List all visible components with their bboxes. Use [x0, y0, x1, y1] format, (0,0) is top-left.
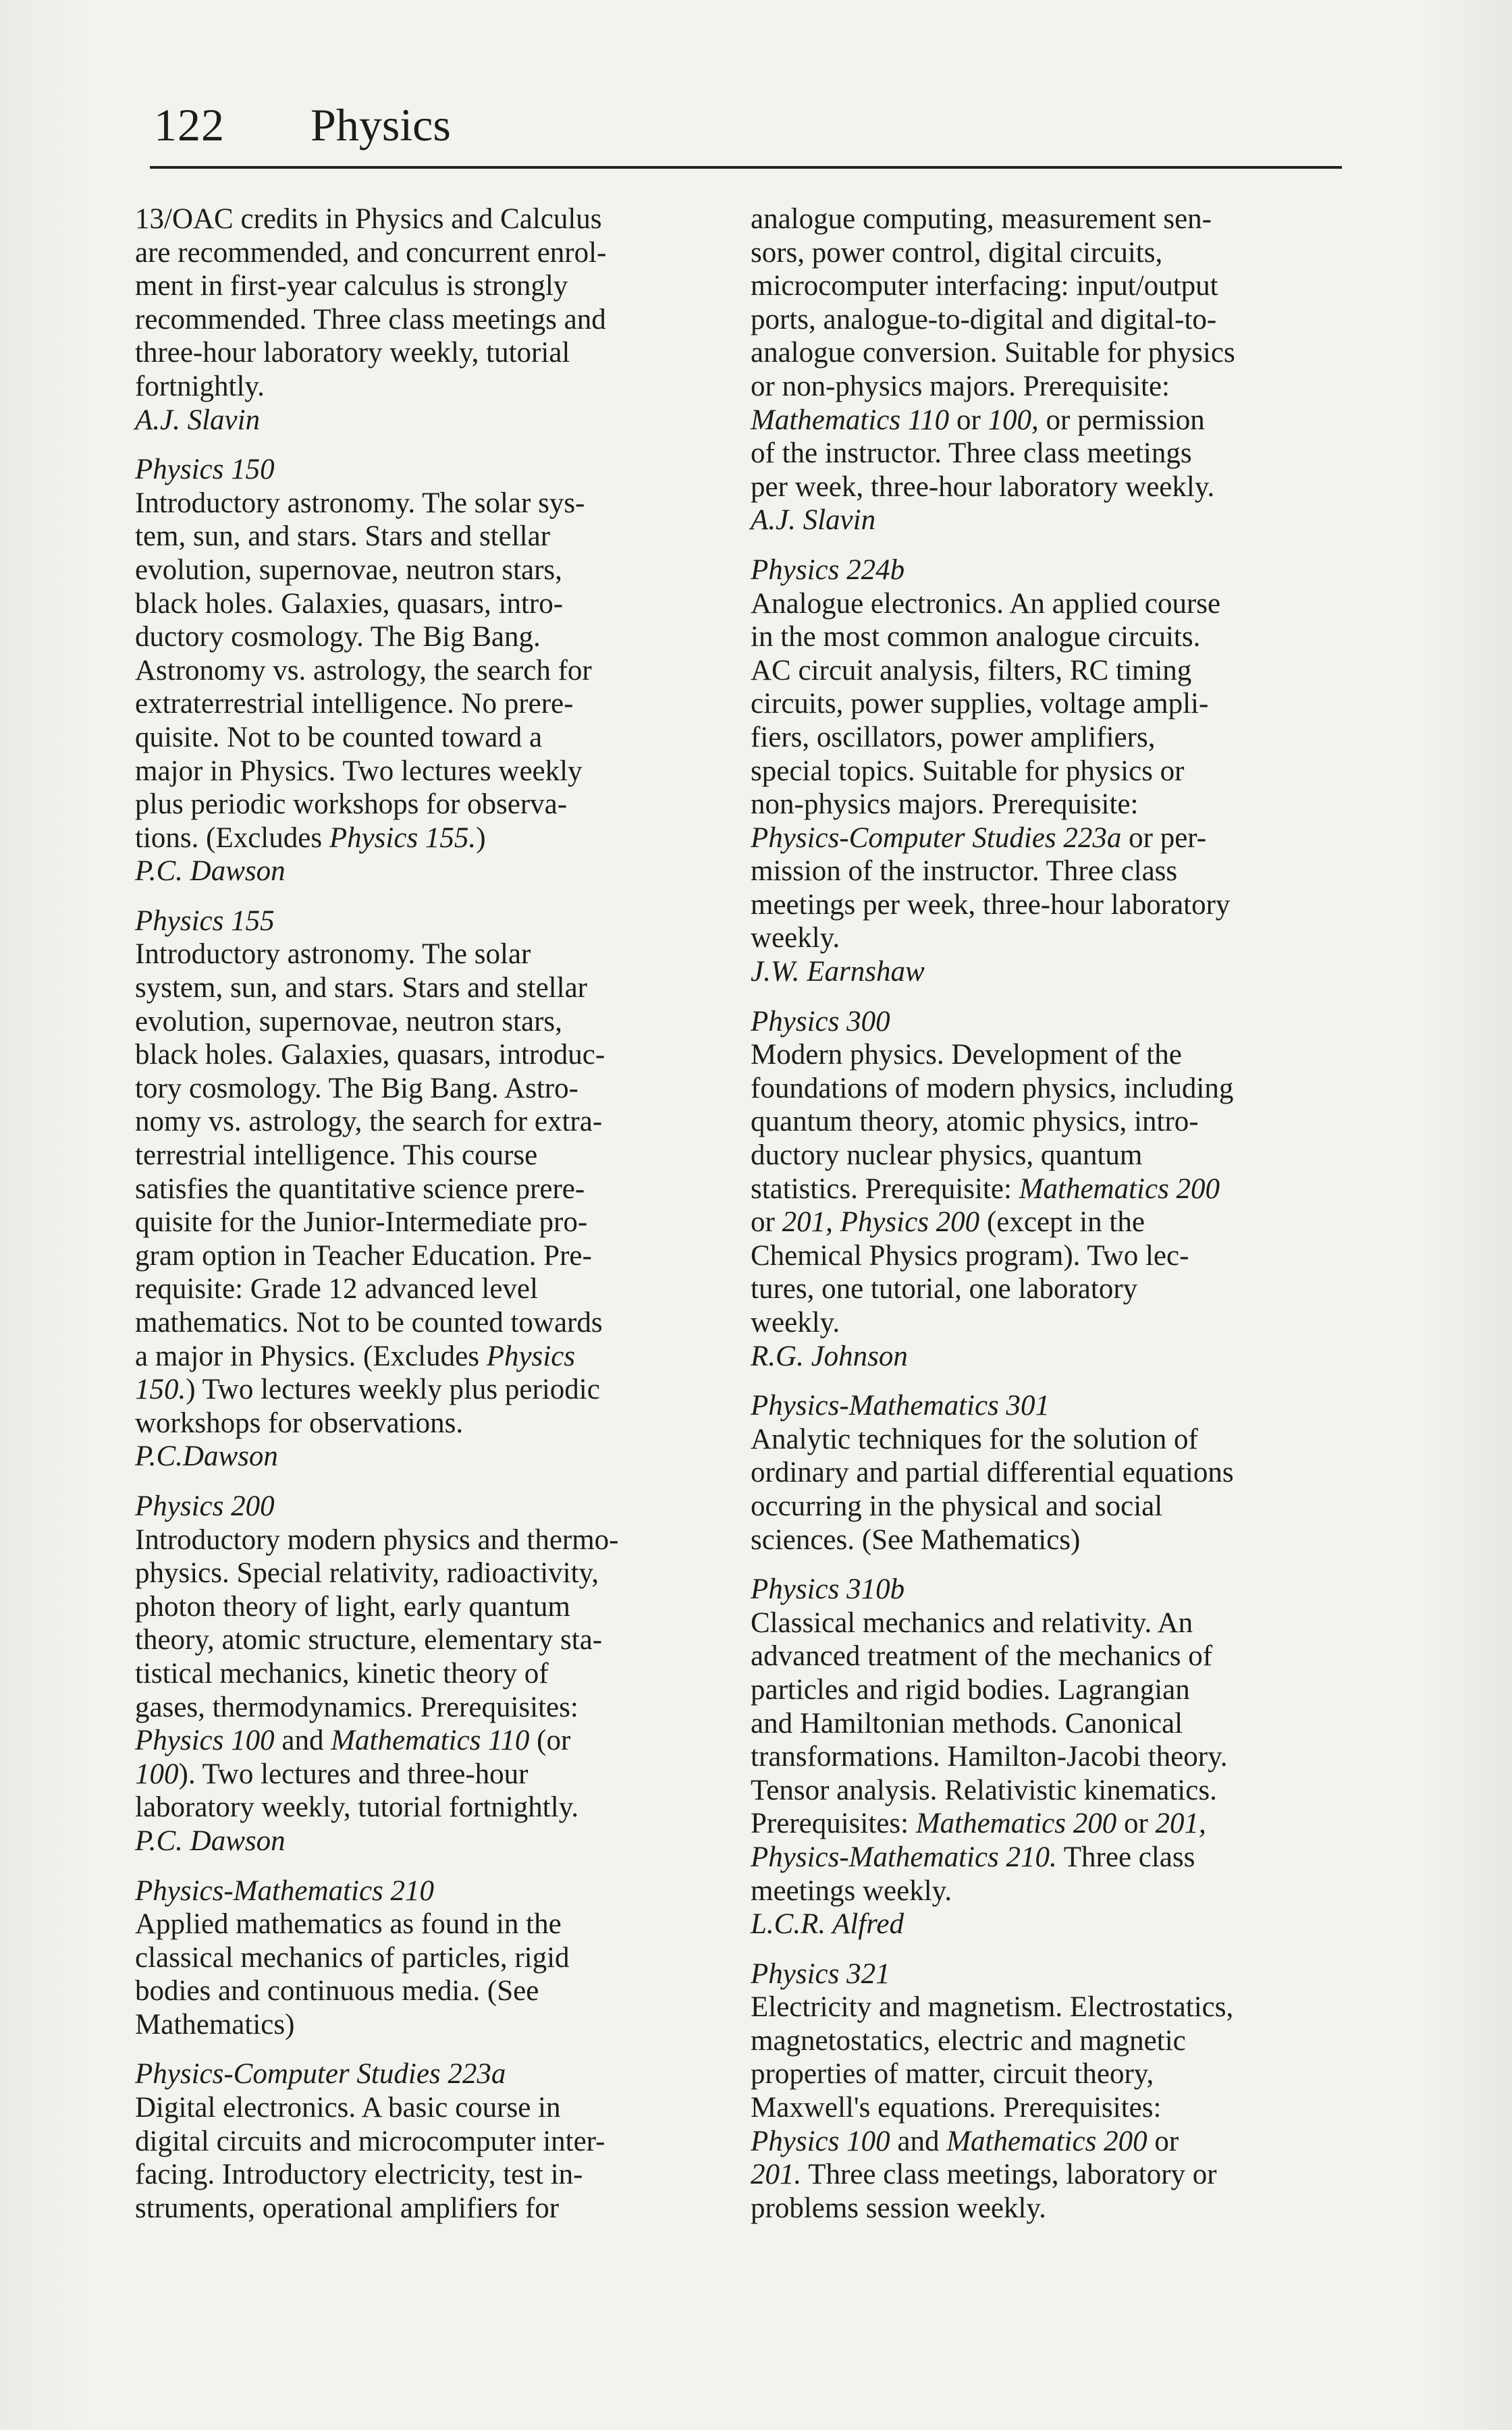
course-title: Physics-Mathematics 301: [751, 1390, 1050, 1422]
page-header: [154, 94, 1342, 173]
description-line: bodies and continuous media. (See: [135, 1975, 539, 2007]
page-number: 122: [154, 99, 225, 151]
description-line: are recommended, and concurrent enrol-: [135, 236, 607, 269]
description-line: Physics 100 and Mathematics 200 or: [751, 2125, 1179, 2157]
description-line: or non-physics majors. Prerequisite:: [751, 370, 1170, 402]
description-line: occurring in the physical and social: [751, 1490, 1163, 1522]
description-line: 13/OAC credits in Physics and Calculus: [135, 203, 602, 235]
course-reference: Physics: [486, 1340, 576, 1372]
description-line: three-hour laboratory weekly, tutorial: [135, 337, 570, 369]
description-line: tions. (Excludes Physics 155.): [135, 821, 486, 854]
course-reference: Mathematics 110: [331, 1725, 530, 1757]
course-entry: [135, 1490, 729, 1858]
course-entry: [751, 1573, 1345, 1941]
course-entry: [751, 554, 1345, 989]
course-reference: Mathematics 110: [751, 404, 950, 436]
description-line: Introductory modern physics and thermo-: [135, 1523, 619, 1556]
description-line: Electricity and magnetism. Electrostatics,: [751, 1991, 1234, 2024]
right-column: [751, 202, 1345, 2225]
course-entry: [135, 202, 729, 437]
description-line: non-physics majors. Prerequisite:: [751, 788, 1139, 821]
description-line: Applied mathematics as found in the: [135, 1908, 562, 1941]
description-line: foundations of modern physics, including: [751, 1072, 1234, 1104]
instructor-name: A.J. Slavin: [135, 404, 261, 436]
course-entry: [135, 453, 729, 888]
description-line: tem, sun, and stars. Stars and stellar: [135, 520, 551, 553]
description-line: extraterrestrial intelligence. No prere-: [135, 688, 574, 720]
course-reference: Physics 155.: [329, 821, 477, 854]
instructor-name: P.C. Dawson: [135, 1825, 286, 1857]
description-line: theory, atomic structure, elementary sta-: [135, 1624, 603, 1656]
description-line: Digital electronics. A basic course in: [135, 2092, 561, 2124]
course-reference: 201.: [751, 2159, 802, 2191]
course-title: Physics 150: [135, 454, 275, 486]
description-line: nomy vs. astrology, the search for extra-: [135, 1106, 603, 1138]
course-entry: [751, 1005, 1345, 1374]
description-line: classical mechanics of particles, rigid: [135, 1941, 570, 1974]
description-line: 201. Three class meetings, laboratory or: [751, 2159, 1217, 2191]
description-line: plus periodic workshops for observa-: [135, 788, 568, 821]
description-line: digital circuits and microcomputer inter-: [135, 2125, 605, 2157]
course-title: Physics 310b: [751, 1573, 905, 1606]
description-line: 100). Two lectures and three-hour: [135, 1758, 529, 1790]
description-line: black holes. Galaxies, quasars, intro-: [135, 587, 564, 620]
course-reference: 100: [135, 1758, 179, 1790]
description-line: meetings per week, three-hour laboratory: [751, 888, 1231, 921]
description-line: particles and rigid bodies. Lagrangian: [751, 1673, 1190, 1706]
description-line: tory cosmology. The Big Bang. Astro-: [135, 1072, 578, 1104]
description-line: ordinary and partial differential equations: [751, 1457, 1234, 1489]
description-line: in the most common analogue circuits.: [751, 621, 1201, 653]
description-line: workshops for observations.: [135, 1407, 464, 1439]
description-line: gases, thermodynamics. Prerequisites:: [135, 1691, 578, 1723]
description-line: ductory cosmology. The Big Bang.: [135, 621, 541, 653]
description-line: evolution, supernovae, neutron stars,: [135, 554, 562, 586]
description-line: tures, one tutorial, one laboratory: [751, 1273, 1138, 1305]
description-line: transformations. Hamilton-Jacobi theory.: [751, 1741, 1228, 1773]
course-reference: Physics 100: [751, 2125, 890, 2157]
description-line: Mathematics): [135, 2008, 295, 2041]
description-line: statistics. Prerequisite: Mathematics 200: [751, 1172, 1220, 1205]
description-line: Maxwell's equations. Prerequisites:: [751, 2092, 1162, 2124]
course-reference: 201,: [1155, 1808, 1206, 1840]
description-line: Chemical Physics program). Two lec-: [751, 1239, 1189, 1272]
description-line: analogue conversion. Suitable for physics: [751, 337, 1235, 369]
description-line: Prerequisites: Mathematics 200 or 201,: [751, 1808, 1206, 1840]
instructor-name: A.J. Slavin: [751, 504, 876, 537]
course-title: Physics 200: [135, 1490, 275, 1522]
description-line: Physics 100 and Mathematics 110 (or: [135, 1725, 571, 1757]
instructor-name: R.G. Johnson: [751, 1340, 908, 1372]
course-reference: Physics 100: [135, 1725, 275, 1757]
description-line: mathematics. Not to be counted towards: [135, 1307, 603, 1339]
description-line: or 201, Physics 200 (except in the: [751, 1206, 1145, 1239]
description-line: special topics. Suitable for physics or: [751, 755, 1185, 787]
course-reference: Physics-Computer Studies 223a: [751, 821, 1122, 854]
course-reference: Mathematics 200: [1019, 1172, 1220, 1205]
description-line: of the instructor. Three class meetings: [751, 437, 1192, 470]
description-line: physics. Special relativity, radioactivity,: [135, 1557, 599, 1590]
description-line: per week, three-hour laboratory weekly.: [751, 470, 1215, 503]
description-line: Analytic techniques for the solution of: [751, 1423, 1198, 1455]
description-line: Tensor analysis. Relativistic kinematics.: [751, 1774, 1217, 1806]
description-line: weekly.: [751, 1307, 840, 1339]
description-line: Introductory astronomy. The solar: [135, 938, 531, 971]
running-title: Physics: [310, 99, 451, 151]
header-rule: [150, 166, 1342, 169]
description-line: advanced treatment of the mechanics of: [751, 1640, 1213, 1673]
description-line: laboratory weekly, tutorial fortnightly.: [135, 1791, 579, 1824]
description-line: and Hamiltonian methods. Canonical: [751, 1707, 1183, 1739]
course-reference: Mathematics 200: [915, 1808, 1117, 1840]
course-reference: 150.: [135, 1374, 186, 1406]
description-line: facing. Introductory electricity, test in-: [135, 2159, 583, 2191]
description-line: a major in Physics. (Excludes Physics: [135, 1340, 576, 1372]
course-title: Physics-Mathematics 210: [135, 1874, 435, 1907]
description-line: Astronomy vs. astrology, the search for: [135, 654, 592, 686]
description-line: weekly.: [751, 922, 840, 954]
description-line: Mathematics 110 or 100, or permission: [751, 404, 1205, 436]
description-line: fortnightly.: [135, 370, 265, 402]
description-line: major in Physics. Two lectures weekly: [135, 755, 583, 787]
description-line: tistical mechanics, kinetic theory of: [135, 1657, 549, 1690]
description-line: system, sun, and stars. Stars and stellar: [135, 972, 587, 1004]
description-line: quisite. Not to be counted toward a: [135, 721, 543, 753]
course-title: Physics 321: [751, 1958, 890, 1990]
description-line: properties of matter, circuit theory,: [751, 2058, 1154, 2090]
instructor-name: P.C. Dawson: [135, 855, 286, 888]
description-line: magnetostatics, electric and magnetic: [751, 2024, 1186, 2057]
description-line: 150.) Two lectures weekly plus periodic: [135, 1374, 600, 1406]
description-line: Analogue electronics. An applied course: [751, 587, 1221, 620]
description-line: photon theory of light, early quantum: [135, 1590, 570, 1623]
instructor-name: P.C.Dawson: [135, 1440, 278, 1473]
description-line: recommended. Three class meetings and: [135, 303, 606, 335]
description-line: ment in first-year calculus is strongly: [135, 270, 568, 302]
left-column: [135, 202, 729, 2225]
description-line: struments, operational amplifiers for: [135, 2192, 560, 2224]
course-title: Physics 155: [135, 905, 275, 937]
course-title: Physics 300: [751, 1005, 890, 1037]
description-line: sciences. (See Mathematics): [751, 1523, 1081, 1556]
description-line: microcomputer interfacing: input/output: [751, 270, 1218, 302]
course-reference: 100,: [988, 404, 1039, 436]
description-line: fiers, oscillators, power amplifiers,: [751, 721, 1156, 753]
description-line: meetings weekly.: [751, 1874, 952, 1907]
course-entry: [135, 1874, 729, 2042]
description-line: evolution, supernovae, neutron stars,: [135, 1005, 562, 1037]
description-line: Modern physics. Development of the: [751, 1039, 1182, 1071]
description-line: Physics-Mathematics 210. Three class: [751, 1841, 1195, 1873]
description-line: sors, power control, digital circuits,: [751, 236, 1163, 269]
course-title: Physics 224b: [751, 554, 905, 586]
course-entry: [135, 2057, 729, 2225]
description-line: analogue computing, measurement sen-: [751, 203, 1212, 235]
description-line: circuits, power supplies, voltage ampli-: [751, 688, 1209, 720]
description-line: problems session weekly.: [751, 2192, 1046, 2224]
course-title: Physics-Computer Studies 223a: [135, 2058, 506, 2090]
description-line: Introductory astronomy. The solar sys-: [135, 487, 585, 519]
description-line: ductory nuclear physics, quantum: [751, 1139, 1143, 1172]
instructor-name: L.C.R. Alfred: [751, 1908, 904, 1941]
course-entry: [135, 905, 729, 1474]
description-line: Classical mechanics and relativity. An: [751, 1606, 1193, 1639]
course-reference: Physics-Mathematics 210.: [751, 1841, 1057, 1873]
description-line: mission of the instructor. Three class: [751, 855, 1178, 888]
instructor-name: J.W. Earnshaw: [751, 956, 925, 988]
description-line: satisfies the quantitative science prere-: [135, 1172, 585, 1205]
description-line: requisite: Grade 12 advanced level: [135, 1273, 538, 1305]
description-line: quantum theory, atomic physics, intro-: [751, 1106, 1199, 1138]
description-line: gram option in Teacher Education. Pre-: [135, 1239, 592, 1272]
description-line: AC circuit analysis, filters, RC timing: [751, 654, 1192, 686]
description-line: terrestrial intelligence. This course: [135, 1139, 538, 1172]
course-entry: [751, 1389, 1345, 1557]
course-reference: 201, Physics 200: [782, 1206, 980, 1239]
course-entry: [751, 1958, 1345, 2225]
description-line: Physics-Computer Studies 223a or per-: [751, 821, 1207, 854]
description-line: black holes. Galaxies, quasars, introduc-: [135, 1039, 605, 1071]
description-line: ports, analogue-to-digital and digital-to-: [751, 303, 1217, 335]
course-entry: [751, 202, 1345, 537]
description-line: quisite for the Junior-Intermediate pro-: [135, 1206, 588, 1239]
course-reference: Mathematics 200: [946, 2125, 1148, 2157]
